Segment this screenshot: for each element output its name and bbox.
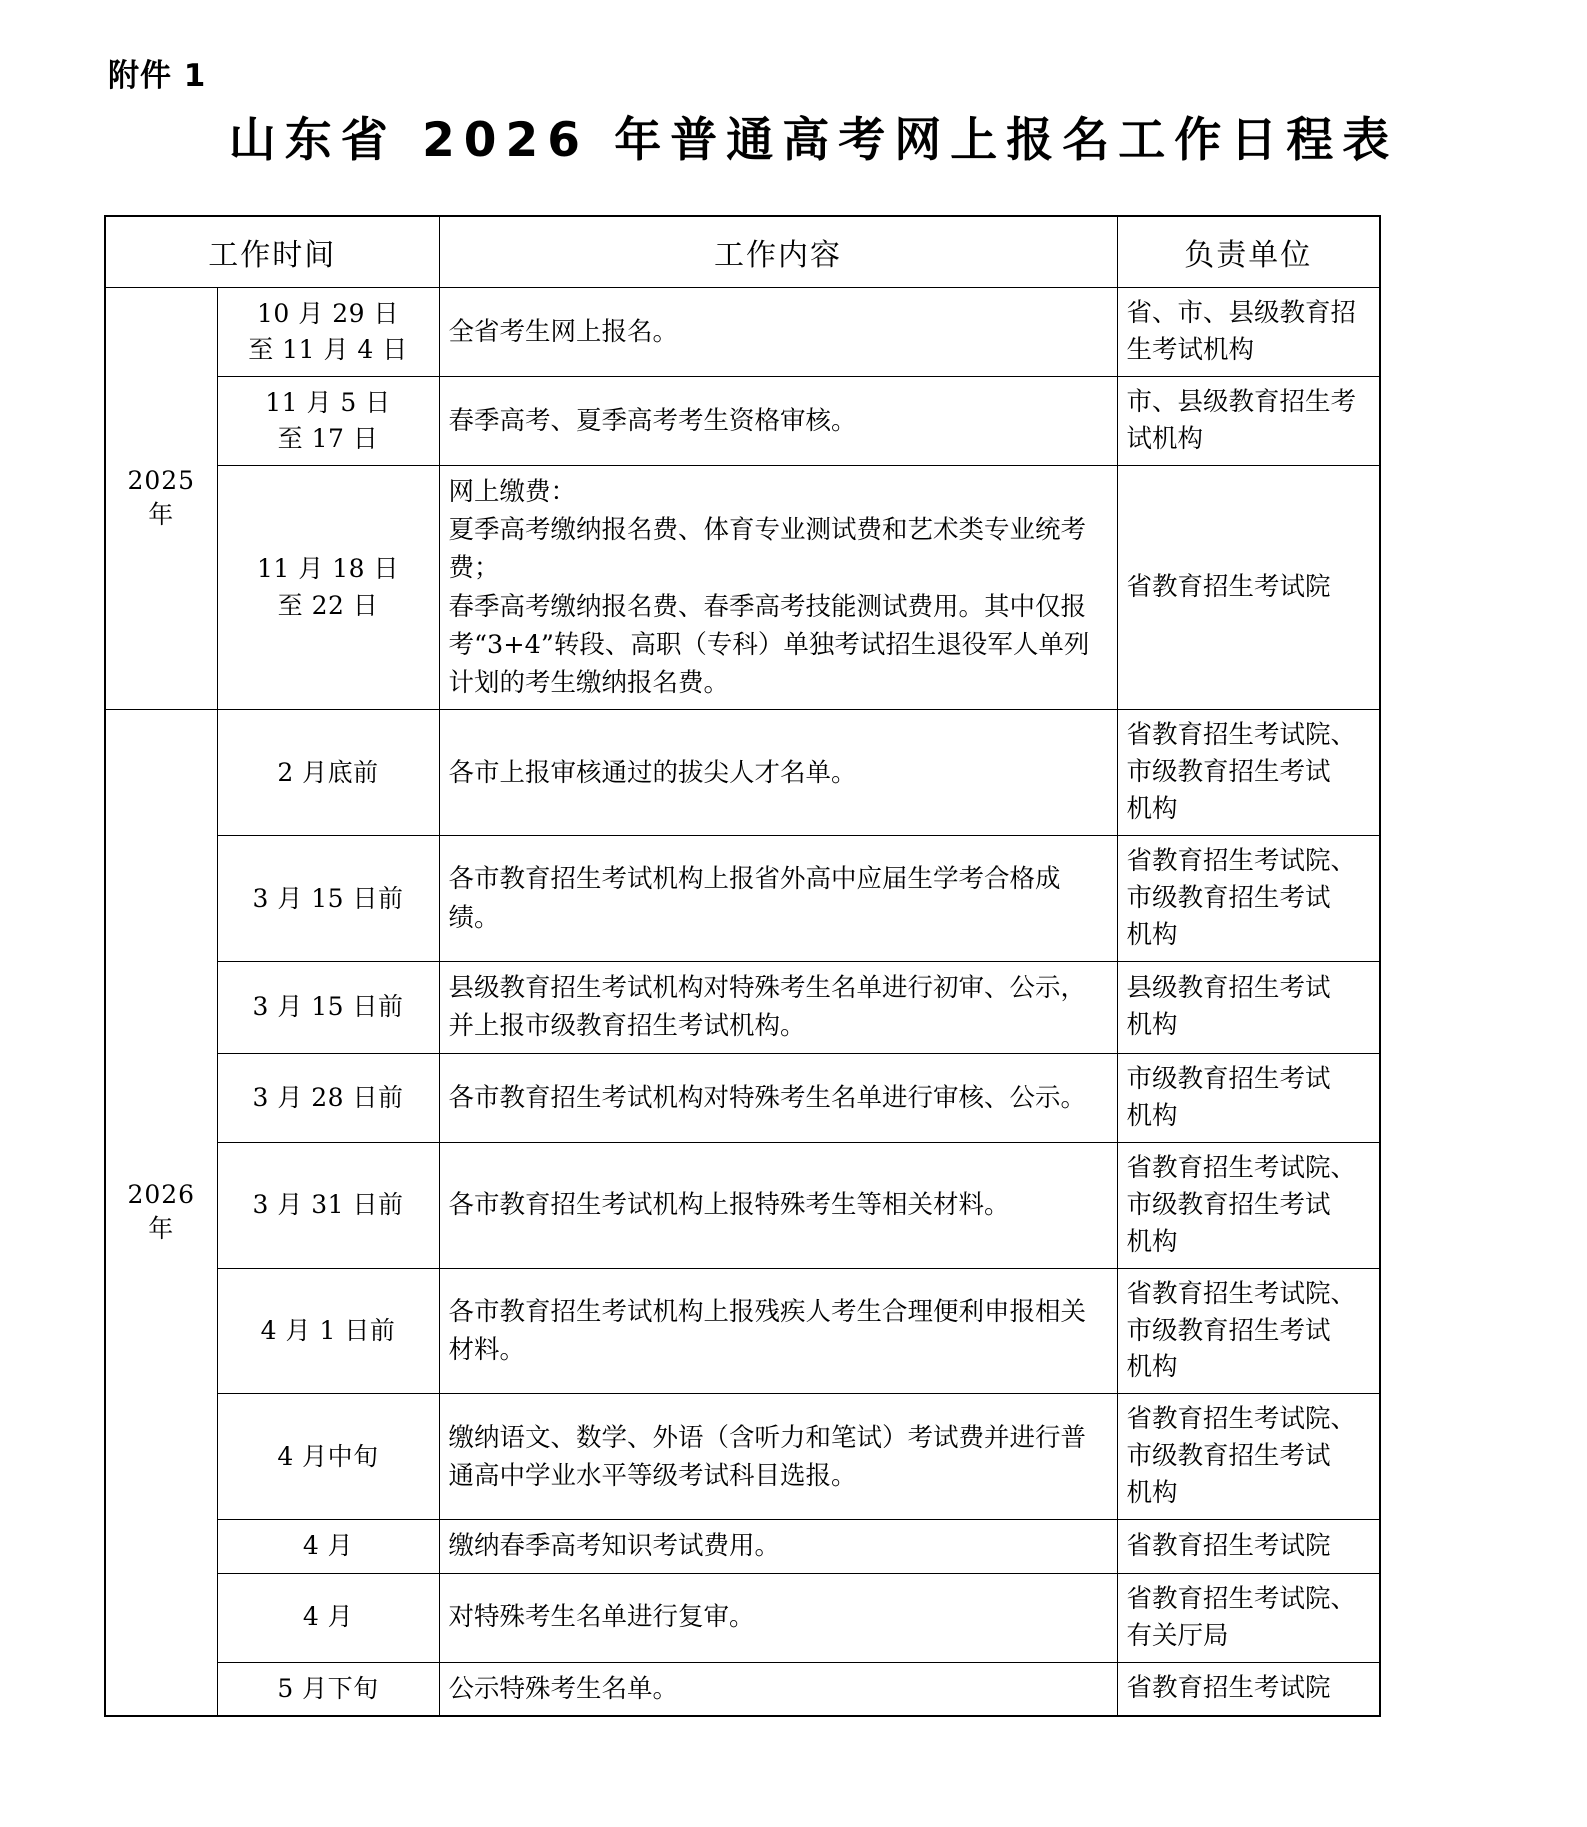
work-time-line: 11 月 5 日 <box>265 387 391 417</box>
work-content-cell <box>439 962 1117 1054</box>
work-content-cell <box>439 1142 1117 1268</box>
work-time-line: 4 月中旬 <box>277 1441 379 1471</box>
responsible-unit-cell <box>1117 836 1380 962</box>
work-content-line: 各市教育招生考试机构上报特殊考生等相关材料。 <box>448 1189 1010 1220</box>
responsible-unit-line: 省教育招生考试院 <box>1126 1673 1331 1704</box>
responsible-unit-line: 市级教育招生考试 <box>1126 1063 1331 1094</box>
responsible-unit-line: 省教育招生考试院 <box>1126 1530 1331 1561</box>
work-time-cell <box>217 1662 439 1716</box>
responsible-unit-cell <box>1117 376 1380 465</box>
work-content-cell <box>439 1268 1117 1394</box>
responsible-unit-line: 省教育招生考试院、 <box>1126 1278 1357 1309</box>
responsible-unit-cell <box>1117 288 1380 377</box>
responsible-unit-line: 市级教育招生考试 <box>1126 757 1331 788</box>
work-time-line: 3 月 15 日前 <box>252 883 404 913</box>
work-time-line: 5 月下旬 <box>277 1673 379 1703</box>
work-content-line: 各市上报审核通过的拔尖人才名单。 <box>448 757 857 788</box>
table-row <box>105 710 1380 836</box>
table-row <box>105 962 1380 1054</box>
work-content-cell <box>439 1662 1117 1716</box>
work-time-cell <box>217 1268 439 1394</box>
responsible-unit-line: 省、市、县级教育招 <box>1126 298 1357 328</box>
responsible-unit-line: 省教育招生考试院 <box>1126 572 1331 603</box>
responsible-unit-line: 省教育招生考试院、 <box>1126 720 1357 751</box>
work-time-line: 10 月 29 日 <box>257 298 399 328</box>
work-content-line: 全省考生网上报名。 <box>448 316 679 347</box>
work-content-cell <box>439 836 1117 962</box>
responsible-unit-line: 机构 <box>1126 794 1178 825</box>
responsible-unit-line: 省教育招生考试院、 <box>1126 1404 1357 1435</box>
table-row <box>105 1268 1380 1394</box>
work-time-line: 4 月 <box>302 1602 354 1632</box>
work-content-line: 各市教育招生考试机构上报残疾人考生合理便利申报相关材料。 <box>448 1296 1087 1365</box>
responsible-unit-line: 有关厅局 <box>1126 1620 1229 1651</box>
table-row <box>105 1520 1380 1573</box>
work-time-cell <box>217 376 439 465</box>
work-time-cell <box>217 1520 439 1573</box>
table-row <box>105 1053 1380 1142</box>
year-group-label: 2026 年 <box>105 710 217 1716</box>
responsible-unit-line: 市、县级教育招生考 <box>1126 386 1357 417</box>
responsible-unit-line: 市级教育招生考试 <box>1126 1189 1331 1220</box>
responsible-unit-line: 机构 <box>1126 1352 1178 1383</box>
responsible-unit-cell <box>1117 1053 1380 1142</box>
work-time-cell <box>217 1394 439 1520</box>
work-content-cell <box>439 376 1117 465</box>
work-time-cell <box>217 836 439 962</box>
responsible-unit-line: 县级教育招生考试 <box>1126 973 1331 1004</box>
table-row <box>105 1662 1380 1716</box>
table-row <box>105 836 1380 962</box>
table-row <box>105 1142 1380 1268</box>
work-content-line: 缴纳春季高考知识考试费用。 <box>448 1531 781 1562</box>
work-time-line: 3 月 15 日前 <box>252 992 404 1022</box>
work-content-cell <box>439 1520 1117 1573</box>
work-content-cell <box>439 710 1117 836</box>
work-content-line: 夏季高考缴纳报名费、体育专业测试费和艺术类专业统考费； <box>448 515 1087 584</box>
responsible-unit-line: 机构 <box>1126 1226 1178 1257</box>
work-time-line: 至 17 日 <box>277 423 379 453</box>
responsible-unit-line: 试机构 <box>1126 423 1204 454</box>
responsible-unit-line: 市级教育招生考试 <box>1126 883 1331 914</box>
work-content-line: 各市教育招生考试机构上报省外高中应届生学考合格成绩。 <box>448 864 1061 933</box>
table-row <box>105 1573 1380 1662</box>
responsible-unit-line: 市级教育招生考试 <box>1126 1315 1331 1346</box>
responsible-unit-line: 省教育招生考试院、 <box>1126 846 1357 877</box>
table-row <box>105 1394 1380 1520</box>
responsible-unit-line: 省教育招生考试院、 <box>1126 1583 1357 1614</box>
responsible-unit-line: 机构 <box>1126 1100 1178 1131</box>
responsible-unit-cell <box>1117 1573 1380 1662</box>
table-header-row <box>105 216 1380 288</box>
responsible-unit-line: 机构 <box>1126 920 1178 951</box>
work-time-line: 4 月 1 日前 <box>260 1315 396 1345</box>
work-time-cell <box>217 1053 439 1142</box>
responsible-unit-cell <box>1117 1268 1380 1394</box>
work-time-line: 11 月 18 日 <box>257 554 399 584</box>
responsible-unit-line: 机构 <box>1126 1478 1178 1509</box>
table-body <box>105 288 1380 1716</box>
work-content-line: 春季高考缴纳报名费、春季高考技能测试费用。其中仅报考“3+4”转段、高职（专科）单独考试招生退役军人单列计划的考生缴纳报名费。 <box>448 591 1090 699</box>
work-time-line: 至 22 日 <box>277 590 379 620</box>
year-group-label: 2025 年 <box>105 288 217 710</box>
work-content-line: 对特殊考生名单进行复审。 <box>448 1602 755 1633</box>
work-time-line: 4 月 <box>302 1531 354 1561</box>
responsible-unit-line: 机构 <box>1126 1010 1178 1041</box>
attachment-label: 附件 1 <box>108 58 207 94</box>
table-header <box>105 216 1380 288</box>
responsible-unit-cell <box>1117 710 1380 836</box>
work-content-line: 网上缴费： <box>448 476 577 507</box>
responsible-unit-cell <box>1117 465 1380 710</box>
column-header-content: 工作内容 <box>439 216 1117 288</box>
table-row <box>105 465 1380 710</box>
work-time-cell <box>217 465 439 710</box>
work-content-line: 公示特殊考生名单。 <box>448 1673 679 1704</box>
work-content-cell <box>439 1573 1117 1662</box>
schedule-table-container <box>104 215 1379 1717</box>
work-content-cell <box>439 465 1117 710</box>
work-content-line: 缴纳语文、数学、外语（含听力和笔试）考试费并进行普通高中学业水平等级考试科目选报。 <box>448 1422 1087 1491</box>
work-time-line: 3 月 28 日前 <box>252 1082 404 1112</box>
work-time-cell <box>217 1142 439 1268</box>
responsible-unit-cell <box>1117 962 1380 1054</box>
work-time-cell <box>217 710 439 836</box>
work-content-cell <box>439 1394 1117 1520</box>
table-row <box>105 376 1380 465</box>
work-time-line: 2 月底前 <box>277 757 379 787</box>
responsible-unit-line: 市级教育招生考试 <box>1126 1441 1331 1472</box>
schedule-table <box>104 215 1381 1717</box>
table-row <box>105 288 1380 377</box>
responsible-unit-cell <box>1117 1662 1380 1716</box>
responsible-unit-cell <box>1117 1394 1380 1520</box>
column-header-time: 工作时间 <box>105 216 439 288</box>
responsible-unit-line: 生考试机构 <box>1126 334 1255 365</box>
work-content-line: 各市教育招生考试机构对特殊考生名单进行审核、公示。 <box>448 1082 1087 1113</box>
responsible-unit-cell <box>1117 1142 1380 1268</box>
work-time-cell <box>217 962 439 1054</box>
column-header-unit: 负责单位 <box>1117 216 1380 288</box>
work-content-cell <box>439 1053 1117 1142</box>
responsible-unit-cell <box>1117 1520 1380 1573</box>
work-content-line: 县级教育招生考试机构对特殊考生名单进行初审、公示，并上报市级教育招生考试机构。 <box>448 973 1087 1042</box>
work-time-cell <box>217 288 439 377</box>
responsible-unit-line: 省教育招生考试院、 <box>1126 1152 1357 1183</box>
work-content-cell <box>439 288 1117 377</box>
work-content-line: 春季高考、夏季高考考生资格审核。 <box>448 405 857 436</box>
page-title: 山东省 2026 年普通高考网上报名工作日程表 <box>228 113 1399 168</box>
work-time-line: 至 11 月 4 日 <box>248 334 408 364</box>
work-time-line: 3 月 31 日前 <box>252 1189 404 1219</box>
work-time-cell <box>217 1573 439 1662</box>
